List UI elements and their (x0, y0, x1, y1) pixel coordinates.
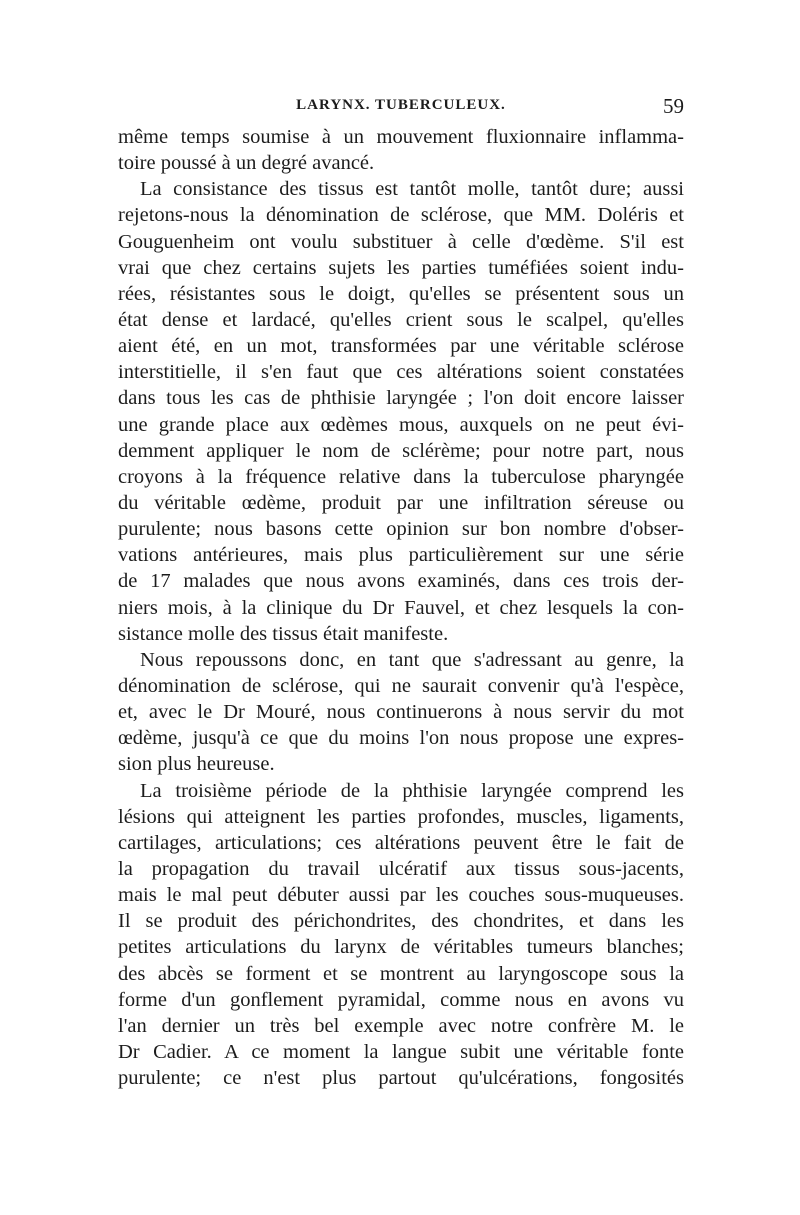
text-line: toire poussé à un degré avancé. (118, 152, 375, 175)
text-line: Dr Cadier. A ce moment la langue subit une véritable fonte (118, 1040, 684, 1063)
text-line: Il se produit des périchondrites, des chondrites, et dans les (118, 910, 684, 933)
text-line: sistance molle des tissus était manifeste. (118, 622, 449, 645)
text-line: œdème, jusqu'à ce que du moins l'on nous propose une expres- (118, 727, 684, 750)
text-line: purulente; ce n'est plus partout qu'ulcérations, fongosités (118, 1067, 684, 1090)
paragraph (118, 124, 684, 176)
text-line: une grande place aux œdèmes mous, auxquels on ne peut évi- (118, 413, 684, 436)
text-line: Gouguenheim ont voulu substituer à celle d'œdème. S'il est (118, 230, 684, 253)
text-line: sion plus heureuse. (118, 753, 275, 776)
text-line: des abcès se forment et se montrent au laryngoscope sous la (118, 962, 684, 985)
text-line: dans tous les cas de phthisie laryngée ; l'on doit encore laisser (118, 387, 684, 410)
text-line: purulente; nous basons cette opinion sur bon nombre d'obser- (118, 518, 684, 541)
text-line: croyons à la fréquence relative dans la tuberculose pharyngée (118, 465, 684, 488)
text-line: rées, résistantes sous le doigt, qu'elles se présentent sous un (118, 282, 684, 305)
text-line: rejetons-nous la dénomination de sclérose, que MM. Doléris et (118, 204, 684, 227)
running-head (118, 94, 684, 122)
text-line: l'an dernier un très bel exemple avec notre confrère M. le (118, 1014, 684, 1037)
text-line: du véritable œdème, produit par une infiltration séreuse ou (118, 491, 684, 514)
text-line: lésions qui atteignent les parties profondes, muscles, ligaments, (118, 805, 684, 828)
text-line: de 17 malades que nous avons examinés, dans ces trois der- (118, 570, 684, 593)
text-line: interstitielle, il s'en faut que ces altérations soient constatées (118, 361, 684, 384)
text-line: cartilages, articulations; ces altérations peuvent être le fait de (118, 831, 684, 854)
paragraph (118, 778, 684, 1092)
text-line: La troisième période de la phthisie laryngée comprend les (140, 779, 684, 802)
text-line: et, avec le Dr Mouré, nous continuerons à nous servir du mot (118, 701, 684, 724)
paragraph (118, 176, 684, 647)
text-line: forme d'un gonflement pyramidal, comme nous en avons vu (118, 988, 684, 1011)
text-line: dénomination de sclérose, qui ne saurait convenir qu'à l'espèce, (118, 674, 684, 697)
text-line: petites articulations du larynx de véritables tumeurs blanches; (118, 936, 684, 959)
text-line: Nous repoussons donc, en tant que s'adressant au genre, la (140, 648, 684, 671)
text-line: état dense et lardacé, qu'elles crient sous le scalpel, qu'elles (118, 308, 684, 331)
text-line: même temps soumise à un mouvement fluxionnaire inflamma- (118, 126, 684, 148)
paragraph (118, 647, 684, 778)
text-line: vrai que chez certains sujets les parties tuméfiées soient indu- (118, 256, 684, 279)
running-title: LARYNX. TUBERCULEUX. (296, 97, 506, 113)
text-line: La consistance des tissus est tantôt molle, tantôt dure; aussi (140, 178, 684, 201)
text-line: mais le mal peut débuter aussi par les couches sous-muqueuses. (118, 884, 684, 907)
text-line: niers mois, à la clinique du Dr Fauvel, et chez lesquels la con- (118, 596, 684, 619)
text-line: vations antérieures, mais plus particulièrement sur une série (118, 544, 684, 567)
text-line: la propagation du travail ulcératif aux tissus sous-jacents, (118, 857, 684, 880)
body-text (118, 124, 684, 1091)
text-line: demment appliquer le nom de sclérème; pour notre part, nous (118, 439, 684, 462)
page-number: 59 (663, 94, 684, 118)
text-line: aient été, en un mot, transformées par une véritable sclérose (118, 335, 684, 358)
